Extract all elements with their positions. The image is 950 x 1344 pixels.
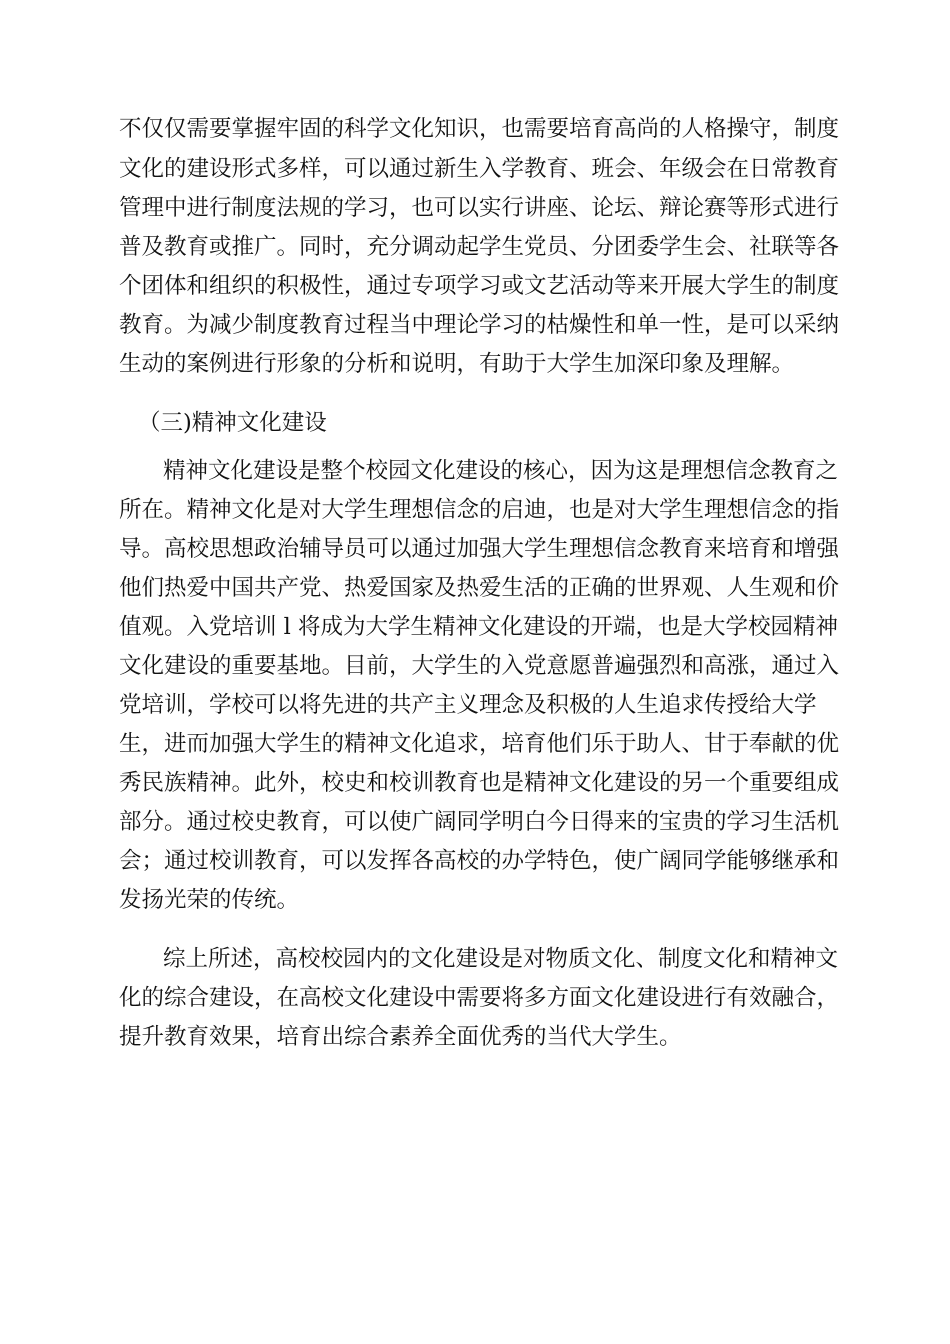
paragraph-2-line-6: 文化建设的重要基地。目前，大学生的入党意愿普遍强烈和高涨，通过入 [119,653,840,679]
paragraph-1-line-4: 普及教育或推广。同时，充分调动起学生党员、分团委学生会、社联等各 [119,234,840,260]
paragraph-2-line-9: 秀民族精神。此外，校史和校训教育也是精神文化建设的另一个重要组成 [119,770,840,796]
section-heading: （三)精神文化建设 [138,410,327,436]
paragraph-2-line-3: 导。高校思想政治辅导员可以通过加强大学生理想信念教育来培育和增强 [119,536,840,562]
paragraph-1-line-6: 教育。为减少制度教育过程当中理论学习的枯燥性和单一性，是可以采纳 [119,312,840,338]
paragraph-2-line-7: 党培训，学校可以将先进的共产主义理念及积极的人生追求传授给大学 [119,692,817,718]
paragraph-1-line-3: 管理中进行制度法规的学习，也可以实行讲座、论坛、辩论赛等形式进行 [119,195,840,221]
paragraph-2-line-12: 发扬光荣的传统。 [119,887,300,913]
paragraph-3-line-1: 综上所述，高校校园内的文化建设是对物质文化、制度文化和精神文 [163,946,839,972]
paragraph-1-line-5: 个团体和组织的积极性，通过专项学习或文艺活动等来开展大学生的制度 [119,273,840,299]
paragraph-2-line-5: 值观。入党培训 l 将成为大学生精神文化建设的开端，也是大学校园精神 [119,614,839,640]
paragraph-1-line-7: 生动的案例进行形象的分析和说明，有助于大学生加深印象及理解。 [119,351,795,377]
paragraph-1-line-2: 文化的建设形式多样，可以通过新生入学教育、班会、年级会在日常教育 [119,156,840,182]
paragraph-2-line-4: 他们热爱中国共产党、热爱国家及热爱生活的正确的世界观、人生观和价 [119,575,840,601]
paragraph-2-line-1: 精神文化建设是整个校园文化建设的核心，因为这是理想信念教育之 [163,458,839,484]
paragraph-1-line-1: 不仅仅需要掌握牢固的科学文化知识，也需要培育高尚的人格操守，制度 [119,116,840,142]
paragraph-2-line-8: 生，进而加强大学生的精神文化追求，培育他们乐于助人、甘于奉献的优 [119,731,840,757]
paragraph-2-line-11: 会；通过校训教育，可以发挥各高校的办学特色，使广阔同学能够继承和 [119,848,840,874]
paragraph-2-line-10: 部分。通过校史教育，可以使广阔同学明白今日得来的宝贵的学习生活机 [119,809,840,835]
paragraph-3-line-3: 提升教育效果，培育出综合素养全面优秀的当代大学生。 [119,1024,682,1050]
paragraph-2-line-2: 所在。精神文化是对大学生理想信念的启迪，也是对大学生理想信念的指 [119,497,840,523]
paragraph-3-line-2: 化的综合建设，在高校文化建设中需要将多方面文化建设进行有效融合， [119,985,840,1011]
